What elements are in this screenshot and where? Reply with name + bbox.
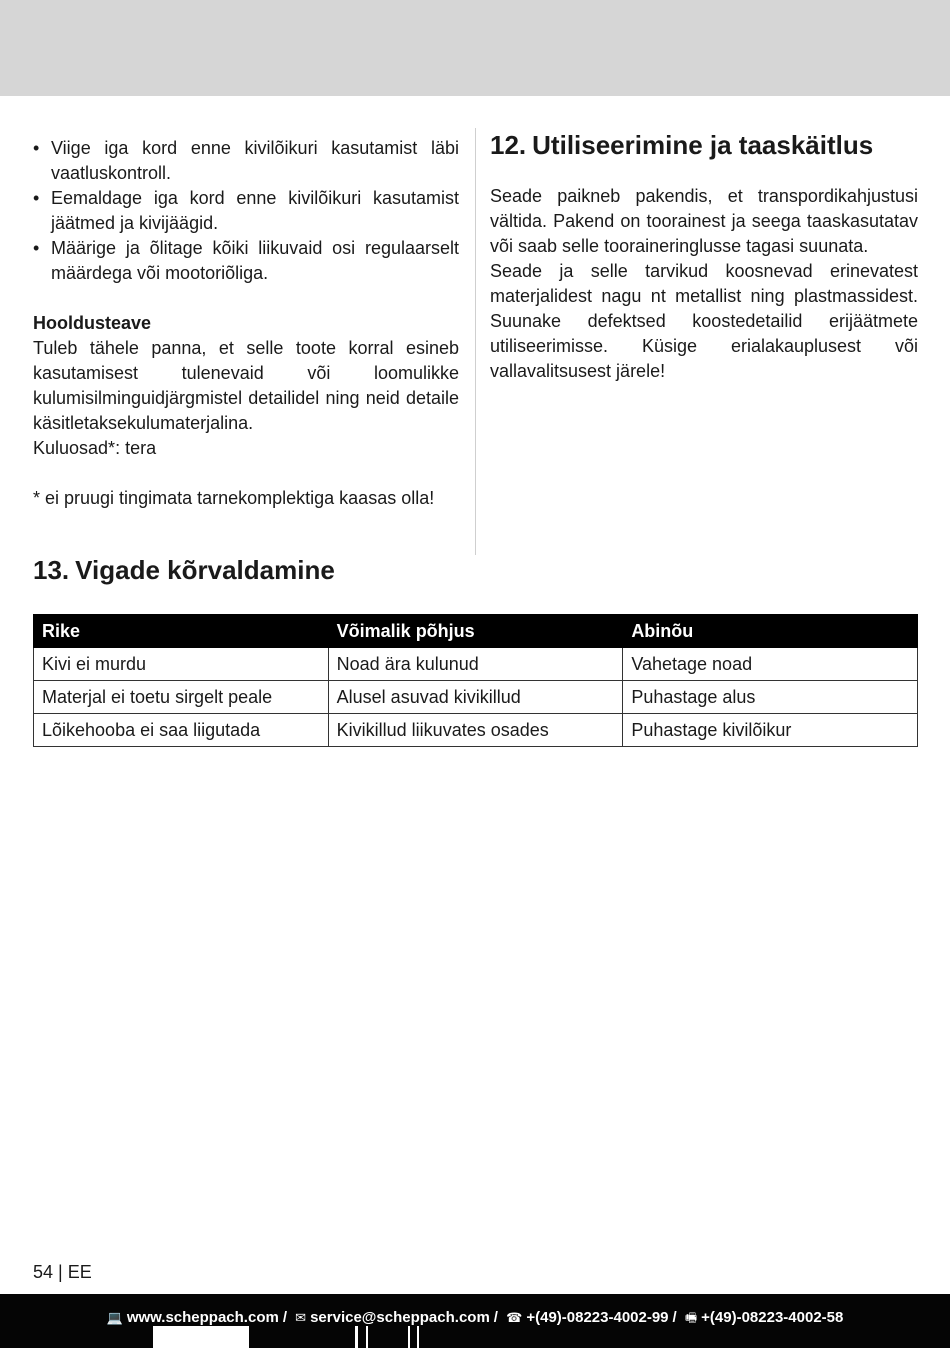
registration-mark (408, 1326, 410, 1348)
table-row (34, 648, 918, 681)
list-item (33, 236, 459, 286)
left-column (33, 136, 459, 511)
table-cell: Puhastage alus (623, 681, 918, 714)
phone-number: +(49)-08223-4002-99 (526, 1309, 669, 1326)
registration-mark (153, 1326, 249, 1348)
table-row (34, 714, 918, 747)
right-column (490, 128, 918, 384)
column-header-cause: Võimalik põhjus (328, 615, 623, 648)
footnote: * ei pruugi tingimata tarnekomplektiga kaasas olla! (33, 488, 435, 508)
list-item (33, 186, 459, 236)
fax-number: +(49)-08223-4002-58 (701, 1309, 844, 1326)
section-12-number: 12. (490, 130, 527, 160)
header-band (0, 0, 950, 96)
list-item (33, 136, 459, 186)
website-link[interactable]: www.scheppach.com (126, 1309, 279, 1326)
disposal-paragraph-2: Seade ja selle tarvikud koosnevad erinevatest materjalidest nagu nt metallist ning plastmassidest. Suunake defektsed koostedetailid erijäätmete utiliseerimisse. Küsige erialakauplusest või vallavalitsusest järele! (490, 261, 918, 381)
registration-mark (366, 1326, 368, 1348)
table-header-row (34, 615, 918, 648)
list-item-text: Eemaldage iga kord enne kivilõikuri kasutamist jäätmed ja kivijäägid. (51, 188, 459, 233)
print-registration-marks (0, 1326, 950, 1348)
table-cell: Vahetage noad (623, 648, 918, 681)
column-divider (475, 128, 476, 555)
disposal-paragraph-1: Seade paikneb pakendis, et transpordikahjustusi vältida. Pakend on toorainest ja seega taaskasutatav või saab selle tooraineringlusse tagasi suunata. (490, 186, 918, 256)
maintenance-text: Tuleb tähele panna, et selle toote korral esineb kasutamisest tulenevaid või loomulikke kulumisilminguidjärgmistel detailidel ning neid detaile käsitletaksekulumaterjalina. (33, 338, 459, 433)
list-item-text: Määrige ja õlitage kõiki liikuvaid osi regulaarselt määrdega või mootoriõliga. (51, 238, 459, 283)
troubleshooting-table (33, 614, 918, 747)
table-cell: Lõikehooba ei saa liigutada (34, 714, 329, 747)
table-cell: Puhastage kivilõikur (623, 714, 918, 747)
footer-separator: / (493, 1309, 498, 1326)
list-item-text: Viige iga kord enne kivilõikuri kasutamist läbi vaatluskontroll. (51, 138, 459, 183)
section-13-title: Vigade kõrvaldamine (75, 555, 335, 585)
table-cell: Noad ära kulunud (328, 648, 623, 681)
table-cell: Kivikillud liikuvates osades (328, 714, 623, 747)
bullet-icon: • (33, 138, 40, 158)
wear-parts-text: Kuluosad*: tera (33, 438, 157, 458)
maintenance-bullet-list (33, 136, 459, 286)
page-number: 54 | EE (33, 1262, 92, 1282)
section-13-number: 13. (33, 555, 70, 585)
column-header-remedy: Abinõu (623, 615, 918, 648)
maintenance-heading: Hooldusteave (33, 313, 152, 333)
disposal-text (490, 184, 918, 384)
table-cell: Alusel asuvad kivikillud (328, 681, 623, 714)
bullet-icon: • (33, 188, 40, 208)
footer-separator: / (672, 1309, 677, 1326)
registration-mark (417, 1326, 419, 1348)
email-link[interactable]: service@scheppach.com (310, 1309, 490, 1326)
table-row (34, 681, 918, 714)
footer-bar (0, 1294, 950, 1348)
registration-mark (355, 1326, 358, 1348)
table-cell: Kivi ei murdu (34, 648, 329, 681)
envelope-icon: ✉ (295, 1310, 307, 1325)
fax-icon: 🖷 (684, 1310, 698, 1325)
section-12-heading (490, 128, 918, 162)
table-cell: Materjal ei toetu sirgelt peale (34, 681, 329, 714)
phone-icon: ☎ (506, 1310, 523, 1325)
bullet-icon: • (33, 238, 40, 258)
column-header-fault: Rike (34, 615, 329, 648)
computer-icon: 💻 (106, 1310, 123, 1325)
section-12-title: Utiliseerimine ja taaskäitlus (532, 130, 874, 160)
footer-separator: / (282, 1309, 287, 1326)
section-13-heading (33, 553, 335, 587)
